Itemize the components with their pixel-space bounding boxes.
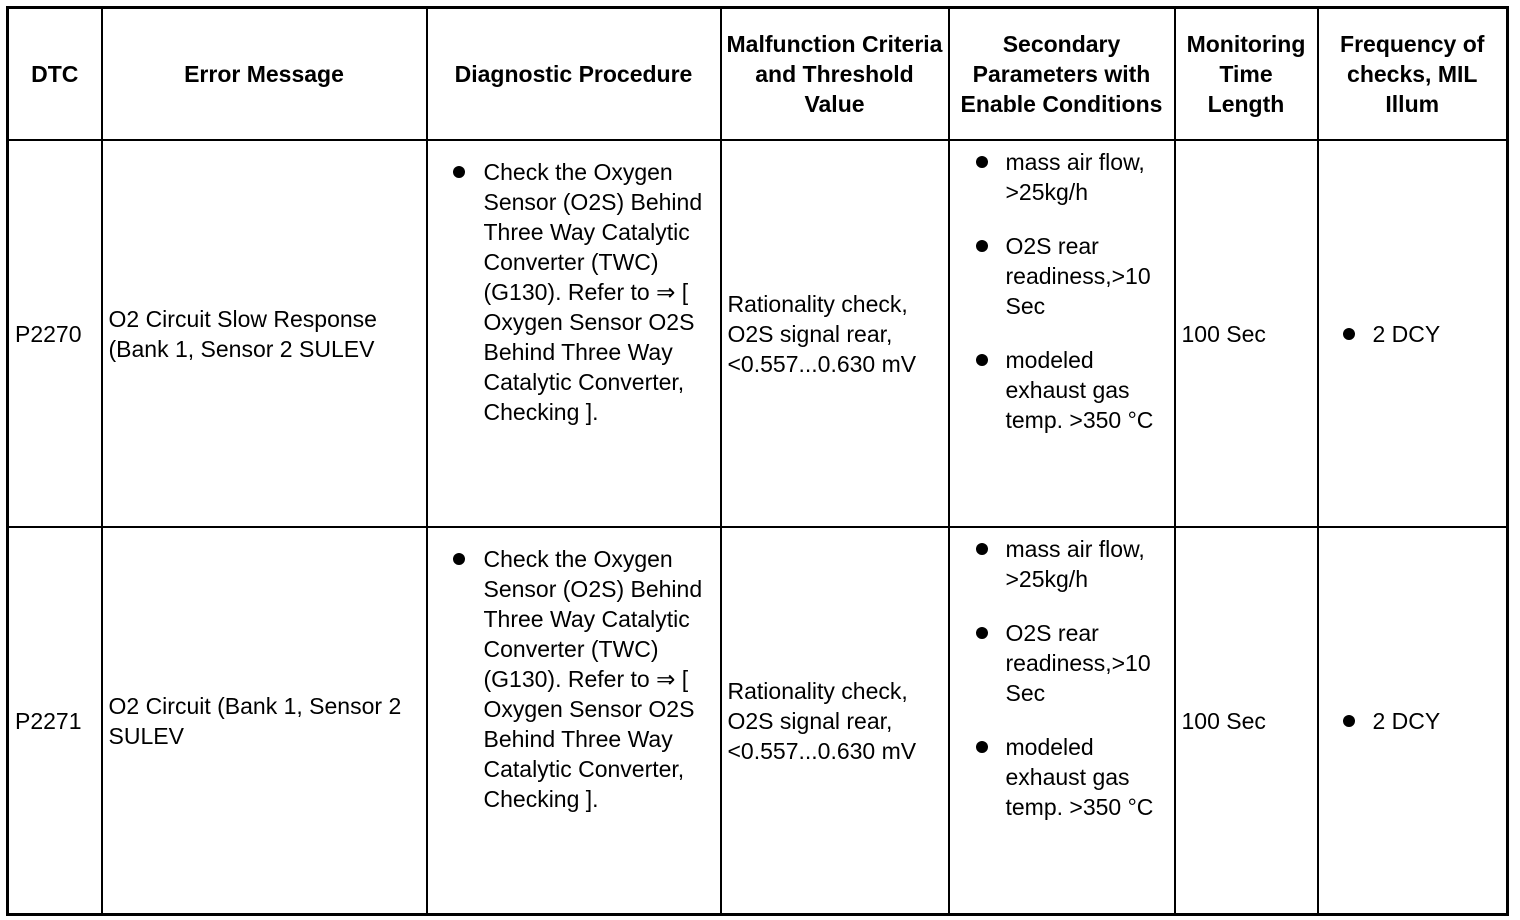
malfunction-criteria: Rationality check, O2S signal rear, <0.557...0.630 mV xyxy=(721,527,949,915)
parameter-list xyxy=(956,534,1168,822)
header-error-message: Error Message xyxy=(102,8,427,141)
header-malfunction-criteria: Malfunction Criteria and Threshold Value xyxy=(721,8,949,141)
frequency-item: 2 DCY xyxy=(1325,706,1501,736)
frequency-cell xyxy=(1318,527,1508,915)
parameter-item: modeled exhaust gas temp. >350 °C xyxy=(956,732,1168,822)
procedure-list xyxy=(434,157,714,427)
error-message: O2 Circuit Slow Response (Bank 1, Sensor 2 SULEV xyxy=(102,140,427,527)
header-dtc: DTC xyxy=(8,8,102,141)
header-monitoring-time: Monitoring Time Length xyxy=(1175,8,1318,141)
diagnostic-procedure xyxy=(427,527,721,915)
procedure-item: Check the Oxygen Sensor (O2S) Behind Three Way Catalytic Converter (TWC) (G130). Refer to ⇒ [ Oxygen Sensor O2S Behind Three Way Catalytic Converter, Checking ]. xyxy=(434,157,714,427)
dtc-table xyxy=(6,6,1509,916)
dtc-code: P2271 xyxy=(8,527,102,915)
table-body xyxy=(8,140,1508,915)
header-row xyxy=(8,8,1508,141)
parameter-item: mass air flow, >25kg/h xyxy=(956,147,1168,207)
header-diagnostic-procedure: Diagnostic Procedure xyxy=(427,8,721,141)
frequency-list xyxy=(1325,706,1501,736)
parameter-item: O2S rear readiness,>10 Sec xyxy=(956,618,1168,708)
malfunction-criteria: Rationality check, O2S signal rear, <0.557...0.630 mV xyxy=(721,140,949,527)
diagnostic-procedure xyxy=(427,140,721,527)
parameter-item: modeled exhaust gas temp. >350 °C xyxy=(956,345,1168,435)
frequency-cell xyxy=(1318,140,1508,527)
monitoring-time: 100 Sec xyxy=(1175,527,1318,915)
procedure-item: Check the Oxygen Sensor (O2S) Behind Three Way Catalytic Converter (TWC) (G130). Refer to ⇒ [ Oxygen Sensor O2S Behind Three Way Catalytic Converter, Checking ]. xyxy=(434,544,714,814)
monitoring-time: 100 Sec xyxy=(1175,140,1318,527)
header-secondary-parameters: Secondary Parameters with Enable Conditions xyxy=(949,8,1175,141)
error-message: O2 Circuit (Bank 1, Sensor 2 SULEV xyxy=(102,527,427,915)
secondary-parameters xyxy=(949,527,1175,915)
parameter-item: mass air flow, >25kg/h xyxy=(956,534,1168,594)
table-header xyxy=(8,8,1508,141)
frequency-item: 2 DCY xyxy=(1325,319,1501,349)
frequency-list xyxy=(1325,319,1501,349)
parameter-item: O2S rear readiness,>10 Sec xyxy=(956,231,1168,321)
secondary-parameters xyxy=(949,140,1175,527)
header-frequency: Frequency of checks, MIL Illum xyxy=(1318,8,1508,141)
table-row xyxy=(8,527,1508,915)
table-row xyxy=(8,140,1508,527)
parameter-list xyxy=(956,147,1168,435)
dtc-code: P2270 xyxy=(8,140,102,527)
procedure-list xyxy=(434,544,714,814)
